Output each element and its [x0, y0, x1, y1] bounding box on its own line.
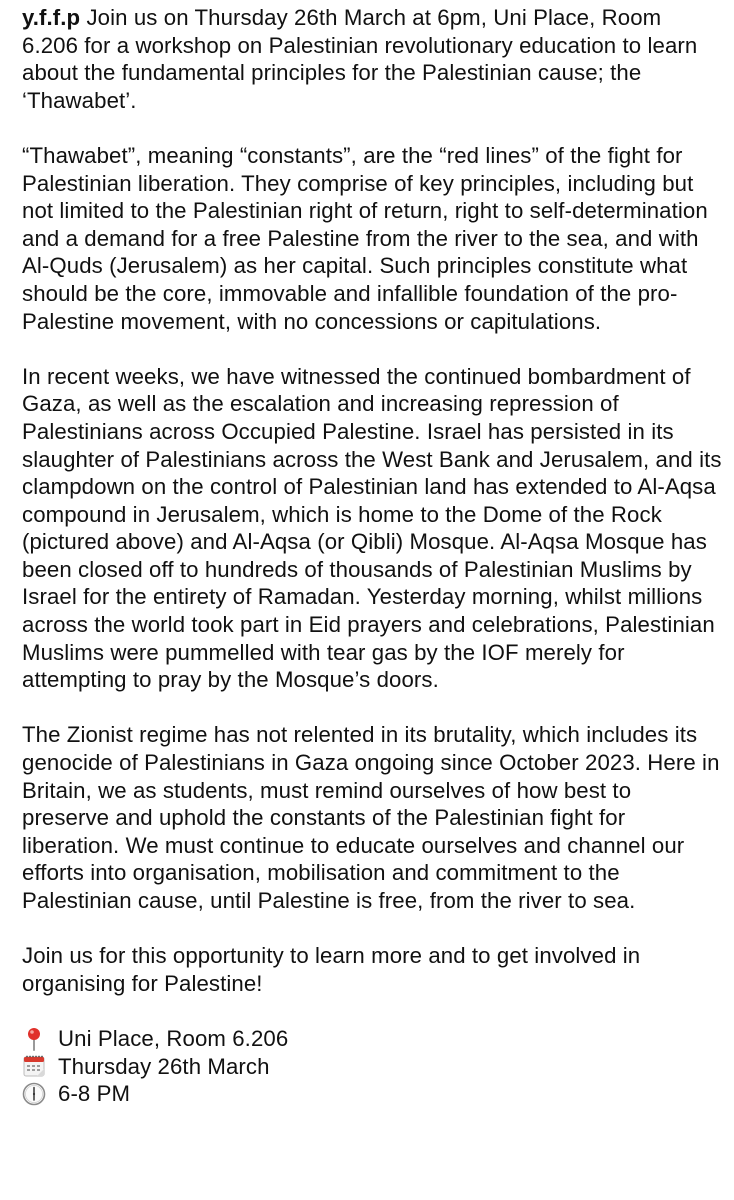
caption-intro — [22, 4, 722, 114]
post-caption — [22, 4, 722, 1108]
event-location-text: Uni Place, Room 6.206 — [58, 1025, 289, 1051]
location-pin-icon — [22, 1027, 46, 1051]
event-date-text: Thursday 26th March — [58, 1053, 270, 1079]
intro-text: Join us on Thursday 26th March at 6pm, Uni Place, Room 6.206 for a workshop on Palestinian revolutionary education to learn about the fundamental principles for the Palestinian cause; the ‘Thawabet’. — [22, 5, 698, 113]
event-details — [22, 1025, 722, 1108]
calendar-icon — [22, 1054, 46, 1078]
event-date — [22, 1053, 722, 1081]
caption-paragraph: The Zionist regime has not relented in its brutality, which includes its genocide of Palestinians in Gaza ongoing since October 2023. Here in Britain, we as students, must remind ourselves of how best to preserve and uphold the constants of the Palestinian fight for liberation. We must continue to educate ourselves and channel our efforts into organisation, mobilisation and commitment to the Palestinian cause, until Palestine is free, from the river to sea. — [22, 722, 720, 913]
caption-paragraph: “Thawabet”, meaning “constants”, are the “red lines” of the fight for Palestinian liberation. They comprise of key principles, including but not limited to the Palestinian right of return, right to self-determination and a demand for a free Palestine from the river to the sea, and with Al-Quds (Jerusalem) as her capital. Such principles constitute what should be the core, immovable and infallible foundation of the pro-Palestine movement, with no concessions or capitulations. — [22, 142, 708, 334]
event-location — [22, 1025, 722, 1053]
clock-icon — [22, 1082, 46, 1106]
caption-paragraph: Join us for this opportunity to learn more and to get involved in organising for Palestine! — [22, 943, 641, 996]
event-time — [22, 1080, 722, 1108]
event-time-text: 6-8 PM — [58, 1081, 131, 1107]
username[interactable]: y.f.f.p — [22, 5, 81, 30]
caption-paragraph: In recent weeks, we have witnessed the continued bombardment of Gaza, as well as the escalation and increasing repression of Palestinians across Occupied Palestine. Israel has persisted in its slaughter of Palestinians across the West Bank and Jerusalem, and its clampdown on the control of Palestinian land has extended to Al-Aqsa compound in Jerusalem, which is home to the Dome of the Rock (pictured above) and Al-Aqsa (or Qibli) Mosque. Al-Aqsa Mosque has been closed off to hundreds of thousands of Palestinian Muslims by Israel for the entirety of Ramadan. Yesterday morning, whilst millions across the world took part in Eid prayers and celebrations, Palestinian Muslims were pummelled with tear gas by the IOF merely for attempting to pray by the Mosque’s doors. — [22, 363, 722, 693]
